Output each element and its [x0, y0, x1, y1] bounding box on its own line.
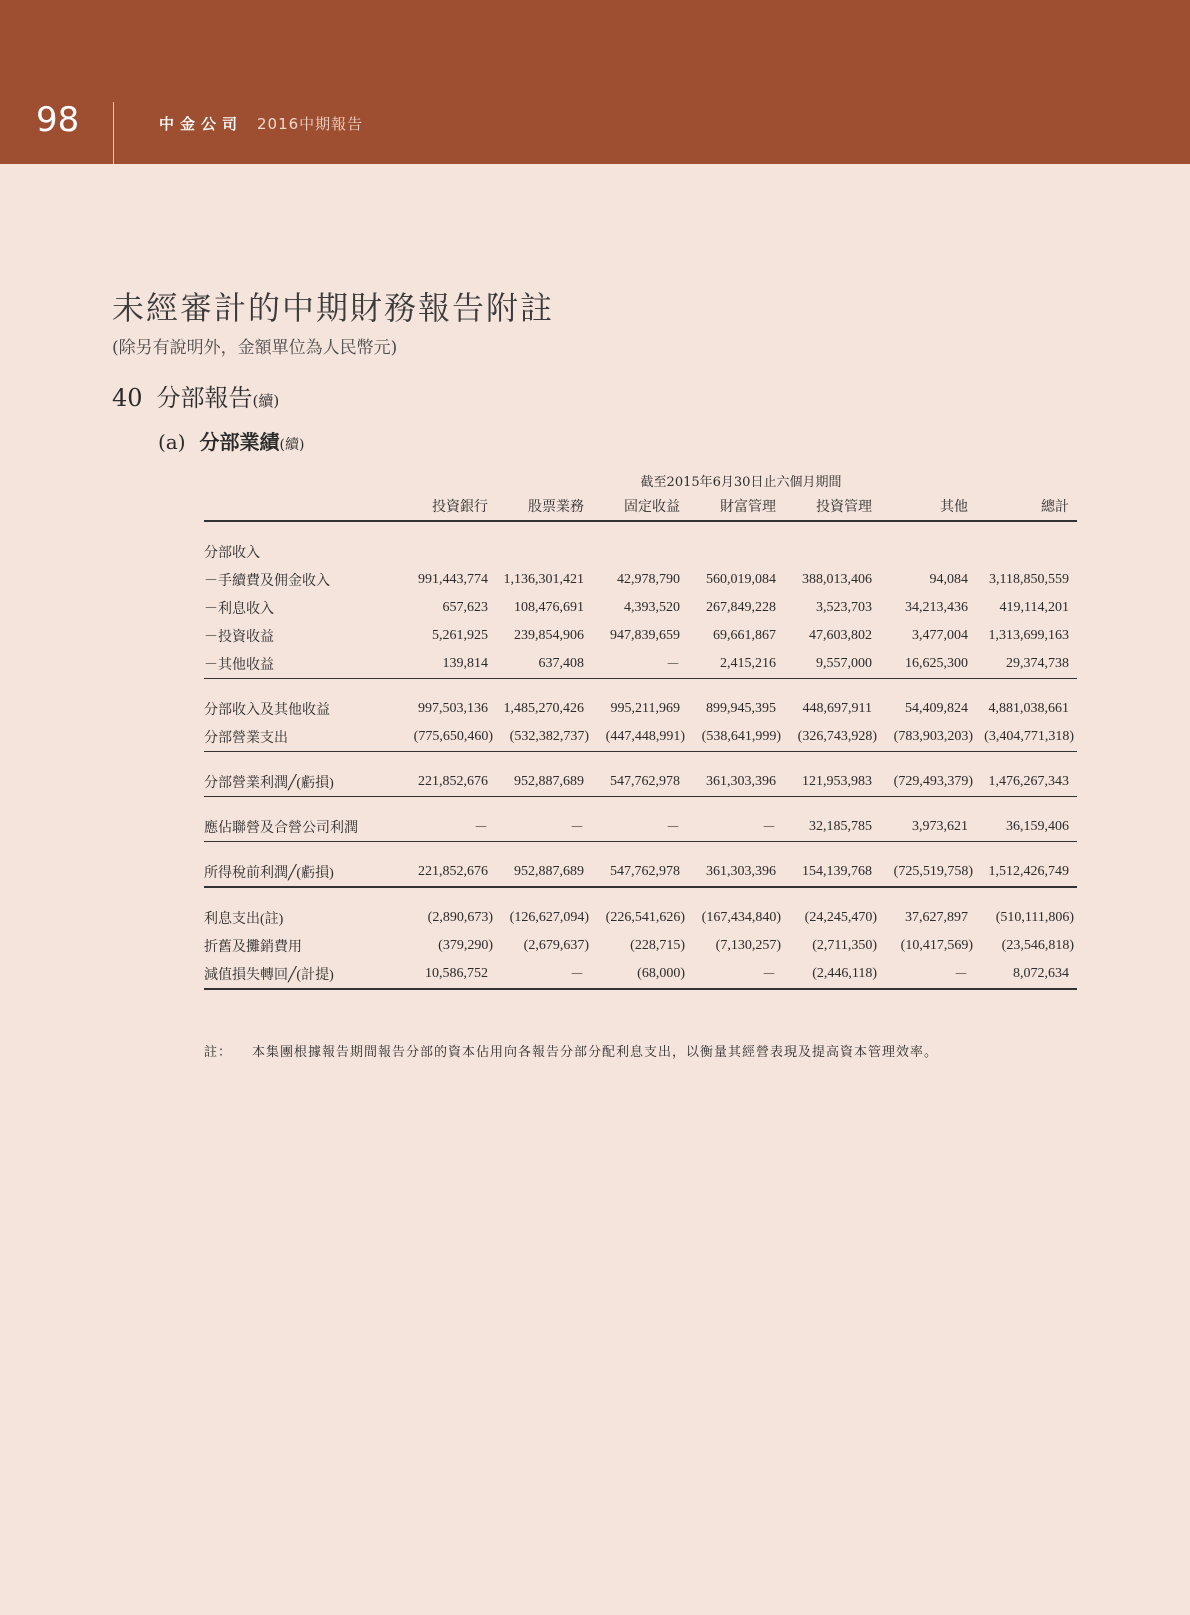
table-cell: 997,503,136 — [418, 701, 488, 716]
table-row — [204, 594, 1077, 622]
company-name: 中金公司 — [159, 115, 244, 133]
sub-section-index: (a) — [158, 430, 186, 454]
table-row — [204, 538, 1077, 566]
table-cell: 108,476,691 — [514, 600, 584, 615]
table-header-row — [204, 496, 1077, 521]
table-cell: 94,084 — [929, 572, 968, 587]
table-cell: (228,715) — [630, 938, 685, 953]
table-cell: 239,854,906 — [514, 628, 584, 643]
section-cont: (續) — [252, 392, 280, 410]
table-cell: (2,446,118) — [784, 960, 880, 989]
table-cell: 37,627,897 — [905, 910, 968, 925]
table-cell: 899,945,395 — [706, 701, 776, 716]
column-header: 其他 — [880, 496, 976, 521]
row-label: 分部收入 — [204, 546, 260, 561]
table-cell: (10,417,569) — [900, 938, 973, 953]
table-cell: 10,586,752 — [400, 960, 496, 989]
table-cell: 657,623 — [442, 600, 488, 615]
footnote-text: 本集團根據報告期間報告分部的資本佔用向各報告分部分配利息支出，以衡量其經營表現及提高資本管理效率。 — [252, 1045, 939, 1060]
table-cell: 1,476,267,343 — [976, 768, 1077, 797]
table-cell: (3,404,771,318) — [976, 723, 1077, 752]
table-cell: (7,130,257) — [715, 938, 781, 953]
table-cell: 267,849,228 — [706, 600, 776, 615]
table-cell: 1,313,699,163 — [988, 628, 1069, 643]
table-cell: (729,493,379) — [880, 768, 976, 797]
table-cell: 4,881,038,661 — [988, 701, 1069, 716]
table-cell: 560,019,084 — [706, 572, 776, 587]
row-label: －手續費及佣金收入 — [204, 574, 330, 589]
table-cell: 29,374,738 — [976, 650, 1077, 679]
table-cell: 3,973,621 — [880, 813, 976, 842]
table-cell: (725,519,758) — [880, 858, 976, 887]
report-name: 2016中期報告 — [257, 115, 364, 133]
header-divider — [113, 102, 114, 164]
column-header: 財富管理 — [688, 496, 784, 521]
footnote-label: 註： — [204, 1045, 233, 1060]
table-row — [204, 932, 1077, 960]
table-cell: (23,546,818) — [1001, 938, 1074, 953]
row-label: 分部營業支出 — [204, 723, 400, 752]
table-cell: 3,523,703 — [816, 600, 872, 615]
table-cell: 637,408 — [496, 650, 592, 679]
table-cell: 121,953,983 — [784, 768, 880, 797]
table-cell: (2,890,673) — [427, 910, 493, 925]
table-cell: 419,114,201 — [999, 600, 1069, 615]
table-cell: (24,245,470) — [804, 910, 877, 925]
table-cell: (68,000) — [592, 960, 688, 989]
column-header — [204, 496, 400, 521]
table-row — [204, 650, 1077, 679]
row-label: 應佔聯營及合營公司利潤 — [204, 813, 400, 842]
table-cell: 5,261,925 — [432, 628, 488, 643]
row-label: －投資收益 — [204, 630, 274, 645]
table-cell: (2,711,350) — [812, 938, 877, 953]
table-cell: 69,661,867 — [713, 628, 776, 643]
table-cell: 3,477,004 — [912, 628, 968, 643]
table-cell: 1,512,426,749 — [976, 858, 1077, 887]
table-cell: － — [496, 813, 592, 842]
page-number: 98 — [36, 100, 80, 140]
table-cell: 1,136,301,421 — [503, 572, 584, 587]
table-cell: 221,852,676 — [400, 768, 496, 797]
table-cell: － — [592, 813, 688, 842]
table-cell: 47,603,802 — [809, 628, 872, 643]
table-cell: (167,434,840) — [701, 910, 781, 925]
segment-results-table — [204, 496, 1077, 990]
table-cell: － — [880, 960, 976, 989]
table-cell: 952,887,689 — [496, 858, 592, 887]
table-cell: 361,303,396 — [688, 768, 784, 797]
table-cell: 42,978,790 — [617, 572, 680, 587]
row-label: 分部收入及其他收益 — [204, 703, 330, 718]
row-label: －利息收入 — [204, 602, 274, 617]
table-cell: 154,139,768 — [784, 858, 880, 887]
page-header — [0, 0, 1190, 164]
table-cell: 54,409,824 — [905, 701, 968, 716]
column-header: 總計 — [976, 496, 1077, 521]
table-cell: － — [496, 960, 592, 989]
table-cell: － — [688, 813, 784, 842]
table-cell: 16,625,300 — [880, 650, 976, 679]
table-row — [204, 813, 1077, 842]
table-cell: 388,013,406 — [802, 572, 872, 587]
table-cell: (2,679,637) — [523, 938, 589, 953]
table-cell: 947,839,659 — [610, 628, 680, 643]
table-row — [204, 723, 1077, 752]
table-row — [204, 622, 1077, 650]
row-label: 所得稅前利潤╱(虧損) — [204, 858, 400, 887]
table-cell: 547,762,978 — [592, 768, 688, 797]
table-cell: 1,485,270,426 — [503, 701, 584, 716]
section-number: 40 — [112, 384, 143, 412]
table-cell: 221,852,676 — [400, 858, 496, 887]
table-cell: (532,382,737) — [496, 723, 592, 752]
column-header: 投資管理 — [784, 496, 880, 521]
table-cell: － — [400, 813, 496, 842]
footnote — [204, 1041, 938, 1060]
table-row — [204, 960, 1077, 989]
table-cell: 32,185,785 — [784, 813, 880, 842]
table-row — [204, 566, 1077, 594]
table-cell: 36,159,406 — [976, 813, 1077, 842]
table-cell: － — [688, 960, 784, 989]
table-cell: 2,415,216 — [688, 650, 784, 679]
table-cell: 34,213,436 — [905, 600, 968, 615]
sub-section-title: 分部業績 — [199, 430, 280, 454]
table-cell: (379,290) — [438, 938, 493, 953]
column-header: 投資銀行 — [400, 496, 496, 521]
table-row — [204, 695, 1077, 723]
table-cell: (538,641,999) — [688, 723, 784, 752]
row-label: 利息支出(註) — [204, 912, 284, 927]
table-row — [204, 904, 1077, 932]
table-cell: 361,303,396 — [688, 858, 784, 887]
table-cell: (326,743,928) — [784, 723, 880, 752]
column-header: 股票業務 — [496, 496, 592, 521]
table-row — [204, 858, 1077, 887]
row-label: 減值損失轉回╱(計提) — [204, 960, 400, 989]
table-cell: 952,887,689 — [496, 768, 592, 797]
page-subtitle: (除另有說明外，金額單位為人民幣元) — [112, 338, 398, 358]
table-cell: 991,443,774 — [418, 572, 488, 587]
table-cell: 9,557,000 — [784, 650, 880, 679]
table-cell: (226,541,626) — [605, 910, 685, 925]
table-cell: (775,650,460) — [400, 723, 496, 752]
table-cell: (126,627,094) — [509, 910, 589, 925]
table-cell: (510,111,806) — [995, 910, 1074, 925]
section-title: 分部報告 — [156, 384, 253, 412]
table-cell: (447,448,991) — [592, 723, 688, 752]
table-row — [204, 768, 1077, 797]
table-cell: 3,118,850,559 — [989, 572, 1069, 587]
table-cell: 547,762,978 — [592, 858, 688, 887]
row-label: 分部營業利潤╱(虧損) — [204, 768, 400, 797]
sub-section-heading — [158, 426, 304, 455]
page-title: 未經審計的中期財務報告附註 — [112, 289, 555, 327]
table-cell: 4,393,520 — [624, 600, 680, 615]
column-header: 固定收益 — [592, 496, 688, 521]
row-label: 折舊及攤銷費用 — [204, 940, 302, 955]
table-cell: 139,814 — [400, 650, 496, 679]
table-cell: (783,903,203) — [880, 723, 976, 752]
table-cell: 995,211,969 — [610, 701, 680, 716]
section-heading — [112, 378, 279, 413]
table-cell: 448,697,911 — [802, 701, 872, 716]
table-cell: 8,072,634 — [976, 960, 1077, 989]
table-cell: － — [592, 650, 688, 679]
sub-section-cont: (續) — [279, 437, 305, 453]
table-period-header: 截至2015年6月30日止六個月期間 — [640, 475, 842, 490]
row-label: －其他收益 — [204, 650, 400, 679]
